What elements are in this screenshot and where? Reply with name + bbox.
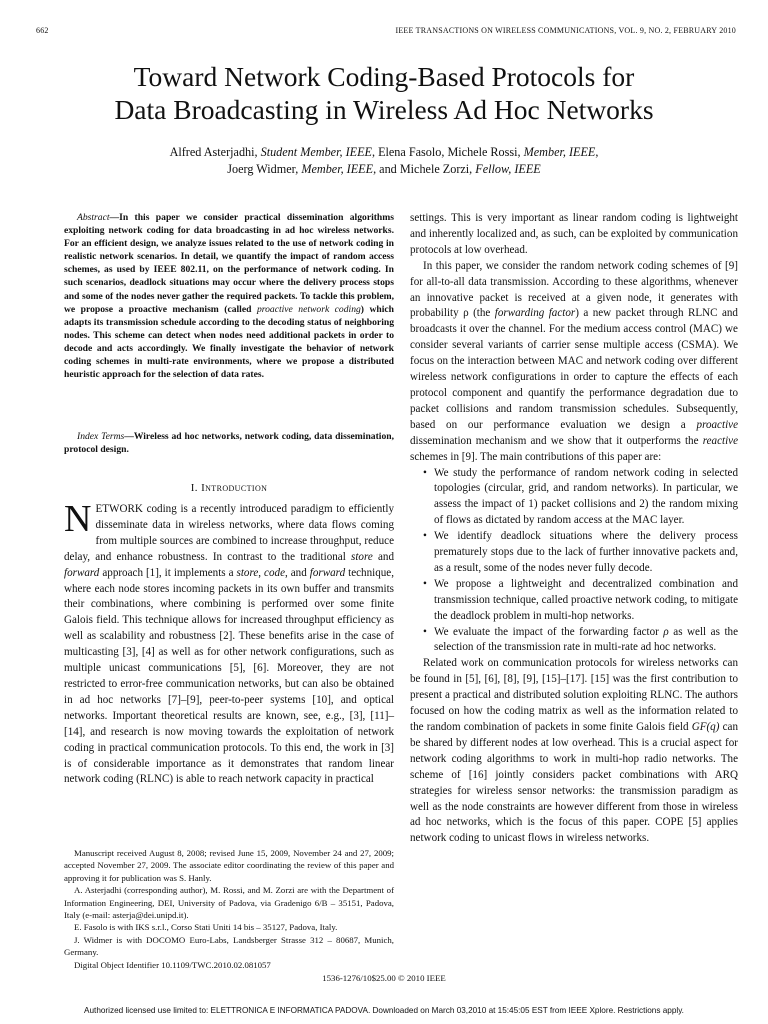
list-item-text: as well as the selection of the transmission rate in multi-rate ad hoc networks. bbox=[434, 625, 738, 654]
author-name: , and Michele Zorzi, bbox=[373, 162, 476, 176]
intro-text: , bbox=[258, 566, 265, 579]
footnote-affiliation: J. Widmer is with DOCOMO Euro-Labs, Landsberger Strasse 312 – 80687, Munich, Germany. bbox=[64, 934, 394, 958]
intro-text: and bbox=[372, 550, 395, 563]
paragraph-italic: forwarding factor bbox=[494, 307, 576, 320]
author-role: Member, IEEE bbox=[301, 162, 374, 176]
paragraph-italic: reactive bbox=[702, 434, 738, 447]
intro-text: technique, where each node stores incoming packets in its own buffer and transmits their combinations, where combining is performed over some finite Galois field. This technique allows for increased throughput efficiency as well as scalability and robustness [2]. These benefits arise in the case of multicasting [3], [4] as well as for other network configurations, such as multiple unicast communications [5], [6]. Moreover, they are not restricted to error-free communication networks, but can also be obtained in ad hoc networks [7]–[9], peer-to-peer systems [10], and optical networks. Important theoretical results are known, see, e.g., [3], [11]–[14], and research is now moving towards the exploitation of network coding in practical communication protocols. To this end, the work in [3] is of considerable importance as it demonstrates that random linear network coding (RLNC) is able to reach network capacity in practical bbox=[64, 566, 395, 786]
paragraph-text: In this paper, we consider the random network coding schemes of [9] for all-to-all data transmission. According to these algorithms, whenever an innovative packet is received at a given node, it generates with probability ρ (the bbox=[410, 259, 738, 320]
index-terms bbox=[64, 430, 394, 456]
list-item-italic: ρ bbox=[663, 625, 669, 638]
footnote-doi: Digital Object Identifier 10.1109/TWC.2010.02.081057 bbox=[74, 959, 271, 970]
title-line-2: Data Broadcasting in Wireless Ad Hoc Networks bbox=[114, 94, 654, 125]
paragraph-text: schemes in [9]. The main contributions of this paper are: bbox=[410, 450, 662, 463]
authorized-use-notice: Authorized licensed use limited to: ELETTRONICA E INFORMATICA PADOVA. Downloaded on March 03,2010 at 15:45:05 EST from IEEE Xplore. Restrictions apply. bbox=[84, 1006, 684, 1015]
intro-italic: forward bbox=[309, 566, 346, 579]
section-title: Introduction bbox=[201, 482, 268, 494]
paragraph-text: can be shared by different nodes at low overhead. This is a crucial aspect for network coding algorithms to work in multi-hop radio networks. The scheme of [16] jointly considers packet combinations with ARQ strategies for wireless sensor networks: the transmission paradigm as well as the node constraints are however different from those in wireless ad hoc networks, which is the focus of this paper. COPE [5] applies network coding to unicast flows in wireless networks. bbox=[410, 721, 738, 845]
paragraph bbox=[410, 259, 738, 466]
intro-text: , and bbox=[285, 566, 310, 579]
abstract-text: —In this paper we consider practical dissemination algorithms exploiting network coding for data broadcasting in ad hoc wireless networks. For an efficient design, we analyze issues related to the use of network coding in realistic network scenarios. In detail, we quantify the impact of random access schemes, as used by IEEE 802.11, on the performance of network coding. In such scenarios, deadlock situations may occur where the delivery process stops and some of the nodes never gather the required packets. To tackle this problem, we propose a proactive mechanism (called bbox=[64, 212, 394, 315]
abstract-italic: proactive network coding bbox=[256, 303, 361, 315]
journal-header: IEEE TRANSACTIONS ON WIRELESS COMMUNICATIONS, VOL. 9, NO. 2, FEBRUARY 2010 bbox=[395, 26, 736, 35]
paper-title bbox=[40, 60, 728, 126]
title-line-1: Toward Network Coding-Based Protocols for bbox=[133, 61, 635, 92]
paragraph: settings. This is very important as linear random coding is lightweight and inherently localized and, as such, can be exploited by communication protocols at low overhead. bbox=[410, 212, 738, 256]
intro-italic: code bbox=[264, 566, 285, 579]
footnote-affiliation: A. Asterjadhi (corresponding author), M. Rossi, and M. Zorzi are with the Department of Information Engineering, DEI, University of Padova, via Gradenigo 6/B – 35151, Padova, Italy (e-mail: asterja@dei.unipd.it). bbox=[64, 885, 394, 921]
contributions-list bbox=[410, 466, 738, 657]
index-terms-label: Index Terms bbox=[77, 431, 125, 442]
intro-text: approach [1], it implements a bbox=[99, 566, 237, 579]
intro-italic: store bbox=[236, 566, 259, 579]
copyright-line: 1536-1276/10$25.00 © 2010 IEEE bbox=[322, 973, 446, 983]
paragraph bbox=[410, 656, 738, 847]
list-item: • We propose a lightweight and decentralized combination and transmission technique, called proactive network coding, to mitigate the deadlock problem in multi-hop networks. bbox=[410, 577, 738, 625]
author-role: Student Member, IEEE bbox=[260, 145, 372, 159]
page-number: 662 bbox=[36, 26, 49, 35]
section-heading bbox=[64, 482, 394, 494]
list-item-text: We evaluate the impact of the forwarding factor bbox=[434, 625, 664, 638]
author-role: Member, IEEE bbox=[523, 145, 596, 159]
right-column bbox=[410, 211, 738, 847]
drop-cap: N bbox=[64, 498, 92, 540]
section-number: I. bbox=[190, 482, 198, 494]
author-name: Joerg Widmer, bbox=[227, 162, 302, 176]
intro-text: ETWORK coding is a recently introduced paradigm to efficiently disseminate data in wireless networks, where data flows coming from multiple sources are combined to increase throughput, reduce delay, and enhance robustness. In contrast to the traditional bbox=[64, 503, 394, 563]
footnotes bbox=[64, 847, 394, 971]
paragraph-text: dissemination mechanism and we show that it outperforms the bbox=[410, 434, 703, 447]
paragraph-text: Related work on communication protocols for wireless networks can be found in [5], [6], [8], [9], [15]–[17]. [15] was the first contribution to present a practical and distributed solution exploiting RLNC. The authors focused on how the coding matrix as well as the information related to the random combination of packets in some finite Galois field bbox=[410, 657, 738, 733]
introduction-text bbox=[64, 498, 395, 788]
footnote-affiliation: E. Fasolo is with IKS s.r.l., Corso Stati Uniti 14 bis – 35127, Padova, Italy. bbox=[74, 922, 338, 933]
author-list bbox=[40, 144, 728, 178]
paragraph-math: GF(q) bbox=[691, 721, 720, 733]
list-item: • We study the performance of random network coding in selected topologies (circular, grid, and random networks). In particular, we assess the impact of 1) packet collisions and 2) the random mixing of flows as dictated by random access at the MAC layer. bbox=[410, 466, 738, 530]
running-header bbox=[36, 26, 736, 38]
index-terms-text: —Wireless ad hoc networks, network coding, data dissemination, protocol design. bbox=[64, 431, 394, 456]
abstract bbox=[64, 211, 394, 381]
author-name: , Elena Fasolo, Michele Rossi, bbox=[371, 145, 524, 159]
intro-italic: forward bbox=[64, 566, 100, 579]
paragraph-italic: proactive bbox=[696, 418, 738, 431]
abstract-label: Abstract bbox=[77, 212, 110, 223]
author-line-2 bbox=[40, 161, 728, 178]
author-role: Fellow, IEEE bbox=[475, 162, 541, 176]
footnote-manuscript: Manuscript received August 8, 2008; revised June 15, 2009, November 24 and 27, 2009; accepted November 27, 2009. The associate editor coordinating the review of this paper and approving it for publication was S. Hanly. bbox=[64, 848, 394, 883]
abstract-text: ) which adapts its transmission schedule according to the decoding status of neighboring nodes. This scheme can detect when nodes need additional packets in order to decode and acts accordingly. We finally investigate the behavior of network coding schemes in multi-rate environments, where we propose a distributed heuristic approach for the selection of data rates. bbox=[64, 303, 394, 381]
author-name: Alfred Asterjadhi, bbox=[169, 145, 261, 159]
author-line-1 bbox=[40, 144, 728, 161]
list-item: • We identify deadlock situations where the delivery process prematurely stops due to the lack of further innovative packets and, as a result, some of the nodes never fully decode. bbox=[410, 529, 738, 577]
author-separator: , bbox=[595, 145, 599, 159]
intro-italic: store bbox=[351, 550, 373, 563]
list-item bbox=[410, 625, 738, 657]
paragraph-text: ) a new packet through RLNC and broadcasts it over the channel. For the medium access control (MAC) we consider several variants of carrier sense multiple access (CSMA). We focus on the interaction between MAC and network coding over different wireless network configurations in order to capture the effects of each protocol component and quantify the performance degradation due to packet collisions and random transmission schedules. Subsequently, based on our performance evaluation we design a bbox=[410, 307, 738, 431]
